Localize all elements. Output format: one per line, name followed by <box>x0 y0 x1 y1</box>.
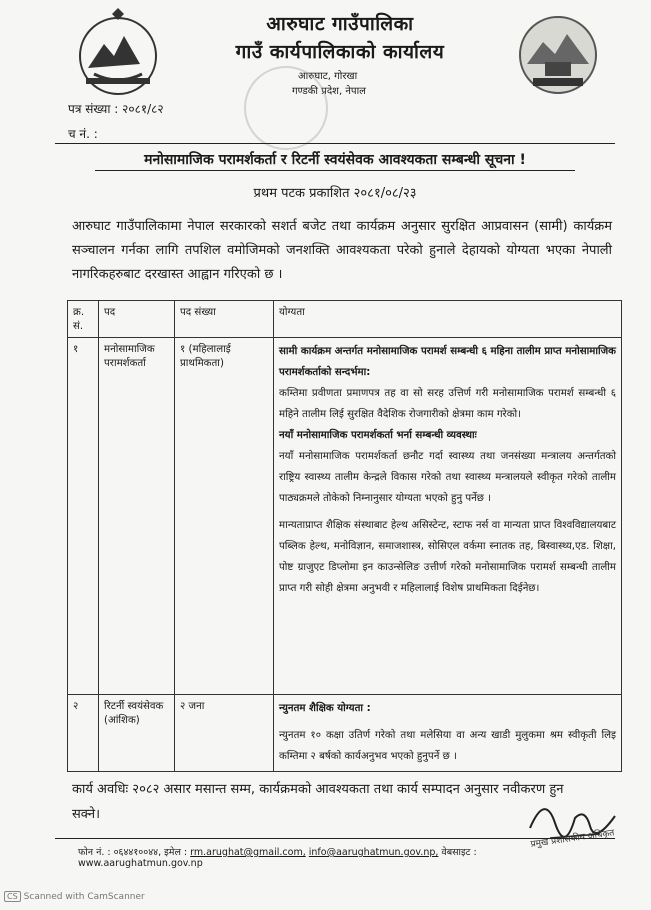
col-header-count: पद संख्या <box>175 301 274 338</box>
office-stamp-icon <box>244 66 328 150</box>
row-post: रिटर्नी स्वयंसेवक (आंशिक) <box>99 695 175 772</box>
dispatch-number: च नं. : <box>68 127 98 141</box>
row-sn: २ <box>68 695 99 772</box>
row-qualification <box>274 695 622 772</box>
table-row <box>68 695 622 772</box>
col-header-qualification: योग्यता <box>274 301 622 338</box>
office-province: गण्डकी प्रदेश, नेपाल <box>292 86 366 97</box>
office-name: आरुघाट गाउँपालिका <box>266 13 414 35</box>
table-row <box>68 338 622 695</box>
row-count: २ जना <box>175 695 274 772</box>
notice-title: मनोसामाजिक परामर्शकर्ता र रिटर्नी स्वयंसेवक आवश्यकता सम्बन्धी सूचना ! <box>144 152 526 168</box>
qualification-heading: नयाँ मनोसामाजिक परामर्शकर्ता भर्ना सम्बन्धी व्यवस्थाः <box>279 430 477 441</box>
publication-date: प्रथम पटक प्रकाशित २०८१/०८/२३ <box>253 186 417 201</box>
qualification-text: कम्तिमा प्रवीणता प्रमाणपत्र तह वा सो सरह उत्तिर्ण गरी मनोसामाजिक परामर्श सम्बन्धी ६ महिने तालीम लिई सुरक्षित वैदेशिक रोजगारीको क्षेत्रमा काम गरेको। <box>279 388 616 420</box>
footer-phone: फोन नं. : ०६४४१००४४, इमेल : <box>78 847 188 858</box>
col-header-sn: क्र. सं. <box>68 301 99 338</box>
row-post: मनोसामाजिक परामर्शकर्ता <box>99 338 175 695</box>
footer-email-link[interactable]: rm.arughat@gmail.com, <box>190 847 306 858</box>
qualification-text: न्युनतम १० कक्षा उतिर्ण गरेको तथा मलेसिया वा अन्य खाडी मुलुकमा श्रम स्वीकृती लिइ कम्तिमा २ बर्षको कार्यअनुभव भएको हुनुपर्ने छ । <box>279 730 616 762</box>
header-divider <box>55 143 615 144</box>
nepal-government-emblem-icon <box>72 8 164 100</box>
col-header-post: पद <box>99 301 175 338</box>
scanner-watermark <box>4 891 145 902</box>
letter-number: पत्र संख्या : २०८१/८२ <box>68 102 164 116</box>
signature-caption: प्रमुख प्रशासकीय अधिकृत <box>529 828 616 850</box>
camscanner-logo-icon: CS <box>4 891 21 902</box>
office-address: आरुघाट, गोरखा <box>298 71 358 82</box>
qualification-heading: सामी कार्यक्रम अन्तर्गत मनोसामाजिक परामर्श सम्बन्धी ६ महिना तालीम प्राप्त मनोसामाजिक परामर्शकर्ताको सन्दर्भमा: <box>279 346 616 378</box>
intro-paragraph: आरुघाट गाउँपालिकामा नेपाल सरकारको सशर्त बजेट तथा कार्यक्रम अनुसार सुरक्षित आप्रवासन (सामी) कार्यक्रम सञ्चालन गर्नका लागि तपशिल वमोजिमको जनशक्ति आवश्यकता परेको हुनाले देहायको योग्यता भएका नेपाली नागरिकहरुबाट दरखास्त आह्वान गरिएको छ । <box>72 219 612 282</box>
scanner-text: Scanned with CamScanner <box>23 892 145 902</box>
qualification-heading: न्युनतम शैक्षिक योग्यता : <box>279 703 371 714</box>
row-qualification <box>274 338 622 695</box>
notice-underline <box>95 170 575 171</box>
vacancy-table <box>67 300 622 772</box>
qualification-text: नयाँ मनोसामाजिक परामर्शकर्ता छनौट गर्दा स्वास्थ्य तथा जनसंख्या मन्त्रालय अन्तर्गतको राष्ट्रिय स्वास्थ्य तालीम केन्द्रले विकास गरेको तथा स्वास्थ्य मन्त्रालयले स्वीकृत गरेको तालीम पाठ्यक्रमले तोकेको निम्नानुसार योग्यता भएको हुनु पर्नेछ । <box>279 451 616 504</box>
footer-website-link[interactable]: www.aarughatmun.gov.np <box>78 858 203 869</box>
footer-divider <box>55 838 615 839</box>
municipality-logo-icon <box>515 12 601 98</box>
footer-email-link[interactable]: info@aarughatmun.gov.np, <box>308 847 439 858</box>
table-header-row <box>68 301 622 338</box>
office-title: गाउँ कार्यपालिकाको कार्यालय <box>235 41 445 63</box>
row-sn: १ <box>68 338 99 695</box>
row-count: १ (महिलालाई प्राथमिकता) <box>175 338 274 695</box>
work-duration: कार्य अवधिः २०८२ असार मसान्त सम्म, कार्यक्रमको आवश्यकता तथा कार्य सम्पादन अनुसार नवीकरण हुन सक्ने। <box>72 782 564 822</box>
footer-contact <box>78 845 598 869</box>
qualification-text: मान्यताप्राप्त शैक्षिक संस्थाबाट हेल्थ असिस्टेन्ट, स्टाफ नर्स वा मान्यता प्राप्त विश्वविद्यालयबाट पब्लिक हेल्थ, मनोविज्ञान, समाजशास्त्र, सोसिएल वर्कमा स्नातक तह, बिस्वास्थ्य,एड. शिक्षा, पोष्ट ग्राजुएट डिप्लोमा इन काउन्सेलिङ उत्तीर्ण गरेको मनोसामाजिक परामर्श सम्बन्धी तालीम प्राप्त गरी सोही क्षेत्रमा अनुभवी र महिलालाई विशेष प्राथमिकता दिईनेछ। <box>279 520 616 594</box>
footer-website-label: वेबसाइट : <box>441 847 477 858</box>
